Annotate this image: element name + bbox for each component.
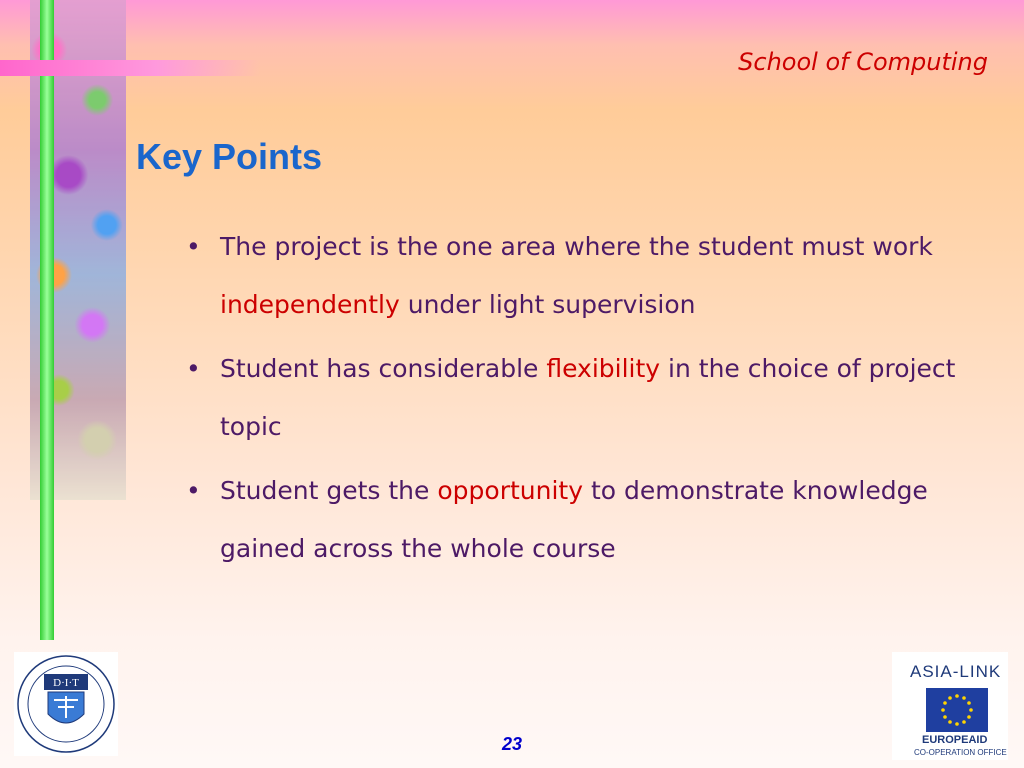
eu-flag-icon <box>926 688 988 732</box>
bullet-highlight: independently <box>220 290 400 319</box>
bullet-text-after: in the choice of project topic <box>220 354 956 441</box>
header-school-name: School of Computing <box>738 48 988 76</box>
bullet-text-before: Student gets the <box>220 476 438 505</box>
asia-link-title: ASIA-LINK <box>910 662 1002 681</box>
page-number: 23 <box>501 734 523 754</box>
bullet-text-after: under light supervision <box>399 290 696 319</box>
bullet-dot: • <box>186 476 201 505</box>
europeaid-label: EUROPEAID <box>922 734 988 746</box>
bullet-text-before: Student has considerable <box>220 354 547 383</box>
bullet-highlight: opportunity <box>437 476 584 505</box>
cooperation-office-label: CO-OPERATION OFFICE <box>914 748 1007 757</box>
bullet-item <box>186 218 976 334</box>
dit-logo-text: D·I·T <box>53 677 79 689</box>
decorative-pink-bar <box>0 60 260 76</box>
bullet-dot: • <box>186 354 201 383</box>
decorative-green-bar <box>40 0 54 640</box>
eu-flag-graphic <box>926 688 988 732</box>
bullet-list <box>186 218 976 584</box>
bullet-dot: • <box>186 232 201 261</box>
slide-title: Key Points <box>136 136 323 177</box>
bullet-item <box>186 462 976 578</box>
bullet-text-after: to demonstrate knowledge gained across the whole course <box>220 476 928 563</box>
bullet-highlight: flexibility <box>546 354 661 383</box>
bullet-item <box>186 340 976 456</box>
bullet-text-before: The project is the one area where the student must work <box>220 232 933 261</box>
